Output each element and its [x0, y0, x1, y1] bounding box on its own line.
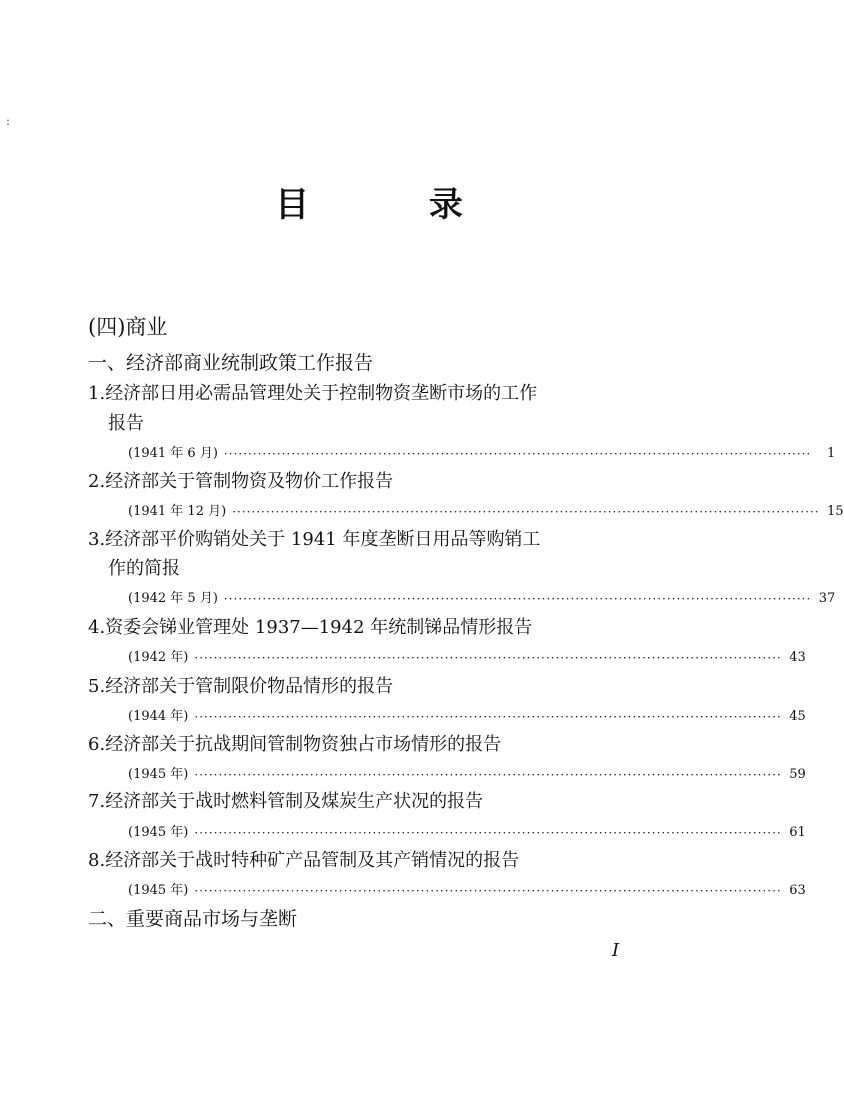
toc-entry-number: 4. [88, 617, 106, 638]
dot-leader: ·························································································································· [194, 826, 782, 840]
dot-leader: ·························································································································· [194, 884, 782, 898]
dot-leader: ·························································································································· [194, 651, 782, 665]
toc-entry-date: (1941 年 6 月) [128, 446, 218, 461]
toc-entry-title-text: 经济部关于战时特种矿产品管制及其产销情况的报告 [105, 850, 520, 871]
toc-entry-3-row [128, 587, 836, 609]
toc-entry-6-title[interactable] [88, 732, 501, 758]
toc-entry-number: 8. [88, 850, 106, 871]
toc-entry-7-row [128, 821, 806, 843]
toc-entry-page-number: 1 [827, 446, 836, 461]
toc-entry-4-title[interactable] [88, 615, 532, 641]
toc-entry-date: (1942 年) [128, 650, 189, 665]
toc-entry-title-text: 经济部关于战时燃料管制及煤炭生产状况的报告 [105, 791, 484, 812]
section-heading-two: 二、重要商品市场与垄断 [88, 908, 298, 930]
toc-entry-page-number: 37 [818, 591, 836, 606]
toc-entry-number: 3. [88, 529, 106, 550]
toc-entry-2-title[interactable] [88, 469, 393, 495]
toc-entry-page-number: 59 [789, 767, 806, 782]
toc-entry-page-number: 15 [827, 504, 844, 519]
toc-entry-1-row [128, 442, 836, 464]
section-heading-one: 一、经济部商业统制政策工作报告 [88, 352, 374, 374]
toc-entry-3-title-continued: 作的简报 [108, 558, 180, 579]
toc-entry-date: (1941 年 12 月) [128, 504, 227, 519]
toc-entry-number: 2. [88, 471, 106, 492]
toc-entry-number: 7. [88, 791, 106, 812]
toc-entry-title-text: 经济部平价购销处关于 1941 年度垄断日用品等购销工 [105, 529, 541, 550]
toc-entry-5-title[interactable] [88, 674, 393, 700]
toc-entry-date: (1944 年) [128, 709, 189, 724]
toc-entry-date: (1945 年) [128, 883, 189, 898]
toc-entry-date: (1942 年 5 月) [128, 591, 218, 606]
toc-entry-7-title[interactable] [88, 789, 483, 815]
toc-entry-title-text: 经济部关于管制限价物品情形的报告 [105, 676, 394, 697]
toc-entry-1-title[interactable] [88, 381, 537, 407]
dot-leader: ·························································································································· [232, 505, 820, 519]
toc-entry-date: (1945 年) [128, 767, 189, 782]
toc-entry-3-title[interactable] [88, 527, 540, 553]
toc-entry-2-row [128, 500, 844, 522]
page-folio: I [612, 940, 620, 961]
page-title: 目 录 [275, 185, 517, 225]
dot-leader: ·························································································································· [223, 592, 812, 606]
toc-entry-1-title-continued: 报告 [108, 413, 144, 434]
toc-entry-4-row [128, 646, 806, 668]
dot-leader: ·························································································································· [223, 447, 812, 461]
toc-entry-title-text: 资委会锑业管理处 1937—1942 年统制锑品情形报告 [105, 617, 533, 638]
part-heading: (四)商业 [88, 315, 168, 339]
toc-entry-number: 5. [88, 676, 106, 697]
toc-entry-title-text: 经济部日用必需品管理处关于控制物资垄断市场的工作 [105, 383, 538, 404]
toc-entry-5-row [128, 705, 806, 727]
toc-entry-page-number: 61 [789, 825, 806, 840]
dot-leader: ·························································································································· [194, 768, 782, 782]
toc-entry-date: (1945 年) [128, 825, 189, 840]
toc-entry-6-row [128, 763, 806, 785]
margin-mark: : [6, 114, 11, 128]
toc-entry-page-number: 43 [789, 650, 806, 665]
toc-entry-page-number: 45 [789, 709, 806, 724]
toc-entry-title-text: 经济部关于抗战期间管制物资独占市场情形的报告 [105, 734, 502, 755]
toc-entry-title-text: 经济部关于管制物资及物价工作报告 [105, 471, 394, 492]
toc-entry-number: 1. [88, 383, 106, 404]
toc-entry-8-row [128, 879, 806, 901]
toc-entry-page-number: 63 [789, 883, 806, 898]
dot-leader: ·························································································································· [194, 710, 782, 724]
toc-entry-number: 6. [88, 734, 106, 755]
toc-entry-8-title[interactable] [88, 848, 519, 874]
